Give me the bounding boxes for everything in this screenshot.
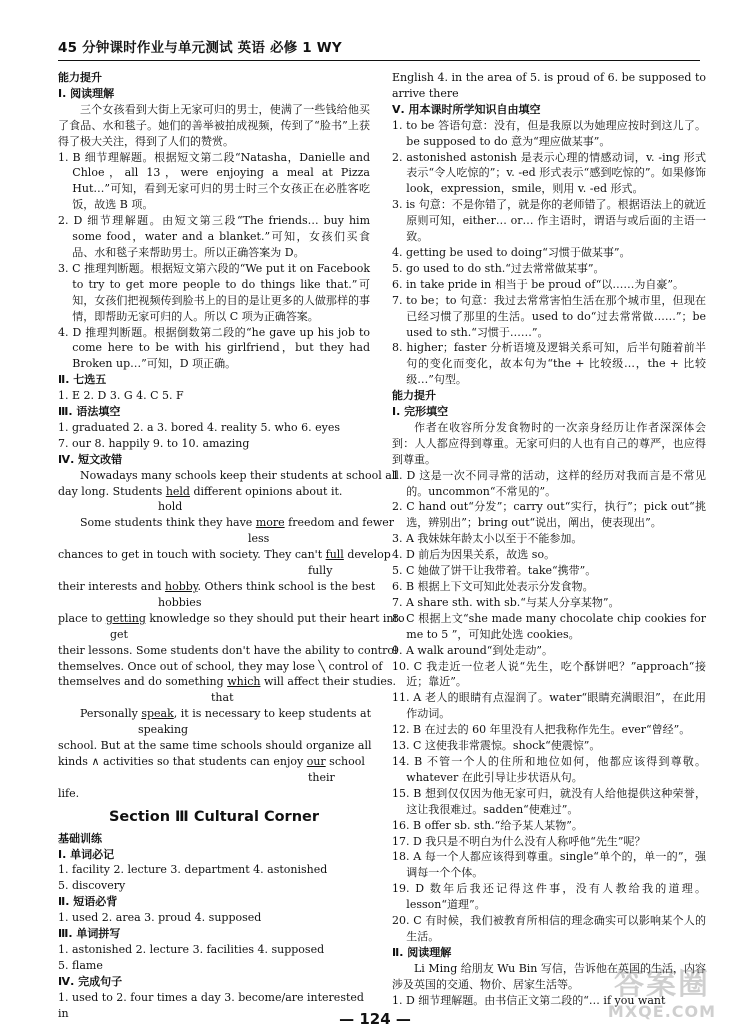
page-header: 45 分钟课时作业与单元测试 英语 必修 1 WY <box>58 40 342 56</box>
cloze-item: 4. D 前后为因果关系，故选 so。 <box>392 548 556 562</box>
essay-line: Nowadays many schools keep their students at school all <box>80 468 399 482</box>
reading-intro: 三个女孩看到大街上无家可归的男士，使满了一些钱给他买了食品、水和毯子。她们的善举被拍成视频，传到了“脸书”上获得了极大关注，得到了人们的赞赏。 <box>58 102 370 148</box>
correction-word: less <box>248 532 270 546</box>
error-word: hobby <box>164 580 198 593</box>
sentences-answers: 1. used to 2. four times a day 3. become/are interested in <box>58 990 364 1020</box>
right-column <box>392 70 706 1008</box>
section-title: Section Ⅲ Cultural Corner <box>108 808 320 825</box>
heading-reading: Ⅰ. 阅读理解 <box>58 86 115 100</box>
watermark-logo <box>592 968 732 1030</box>
essay-line: day long. Students held different opinions about it. <box>58 484 343 498</box>
heading-nengli-2: 能力提升 <box>392 389 436 403</box>
error-word: held <box>165 484 190 498</box>
heading-free-fill: Ⅴ. 用本课时所学知识自由填空 <box>392 102 541 116</box>
answer-item: 8. higher；faster 分析语境及逻辑关系可知，后半句随着前半句的变化而变化，故本句为“the + 比较级…，the + 比较级…”句型。 <box>392 341 706 387</box>
words-answers: 5. discovery <box>58 879 126 893</box>
cloze-item: 7. A share sth. with sb.“与某人分享某物”。 <box>392 595 620 609</box>
answer-item: 6. in take pride in 相当于 be proud of“以……为自豪”。 <box>392 277 684 291</box>
heading-grammar: Ⅲ. 语法填空 <box>58 405 121 419</box>
seven-five-answers: 1. E 2. D 3. G 4. C 5. F <box>58 389 184 403</box>
answer-item: 2. D 细节理解题。由短文第三段“The friends… buy him some food，water and a blanket.”可知，女孩们买食品、水和毯子来帮助男士。所以正确答案为 D。 <box>58 214 370 259</box>
answer-item: 7. to be；to 句意：我过去常常害怕生活在那个城市里，但现在已经习惯了那里的生活。used to do“过去常常做……”；be used to sth.“习惯于……”。 <box>392 293 706 339</box>
page-number: — 124 — <box>339 1010 411 1028</box>
spelling-answers: 1. astonished 2. lecture 3. facilities 4. supposed <box>58 942 325 956</box>
answer-item: 1. to be 答语句意：没有，但是我原以为她理应按时到这儿了。be supposed to do 意为“理应做某事”。 <box>392 118 706 148</box>
cloze-item: 9. A walk around“到处走动”。 <box>392 643 553 657</box>
error-word: full <box>325 548 344 562</box>
phrases-answers: 1. used 2. area 3. proud 4. supposed <box>58 911 262 925</box>
essay-line: school. But at the same time schools should organize all <box>58 739 372 753</box>
essay-line: chances to get in touch with society. They can't full develop <box>58 548 391 562</box>
watermark-url: MXQE.COM <box>607 1002 717 1021</box>
error-word: more <box>255 516 285 530</box>
sentences-continued: English 4. in the area of 5. is proud of 6. be supposed to arrive there <box>392 71 706 100</box>
heading-cloze: Ⅰ. 完形填空 <box>392 405 449 419</box>
essay-line: Personally speak, it is necessary to keep students at <box>80 707 372 721</box>
cloze-item: 5. C 她做了饼干让我带着。take“携带”。 <box>392 564 597 578</box>
spelling-answers: 5. flame <box>58 958 103 972</box>
essay-line: their interests and hobby. Others think school is the best <box>58 580 376 593</box>
heading-basic: 基础训练 <box>58 831 102 845</box>
essay-correction <box>58 468 405 802</box>
answer-item: 2. astonished astonish 是表示心理的情感动词，v. -ing 形式表示“令人吃惊的”；v. -ed 形式表示“感到吃惊的”。如果修饰 look，expression，smile，则用 v. -ed 形式。 <box>392 150 706 196</box>
essay-line: themselves and do something which will affect their studies. <box>58 675 397 689</box>
correction-word: their <box>308 770 335 784</box>
correction-word: speaking <box>138 723 189 737</box>
cloze-item: 12. B 在过去的 60 年里没有人把我称作先生。ever“曾经”。 <box>392 723 691 737</box>
essay-line: life. <box>58 786 80 800</box>
essay-line: themselves. Once out of school, they may lose ╲ control of <box>58 659 383 673</box>
heading-reading-2: Ⅱ. 阅读理解 <box>392 945 452 959</box>
cloze-item: 11. A 老人的眼睛有点湿润了。water“眼睛充满眼泪”，在此用作动词。 <box>392 691 706 721</box>
cloze-item: 8. C 根据上文“she made many chocolate chip cookies for me to 5 ”，可知此处选 cookies。 <box>392 611 706 641</box>
error-word: speak <box>141 707 174 721</box>
correction-word: hold <box>158 500 183 514</box>
heading-seven-five: Ⅱ. 七选五 <box>58 373 107 387</box>
cloze-item: 16. B offer sb. sth.“给予某人某物”。 <box>392 818 583 832</box>
cloze-item: 15. B 想到仅仅因为他无家可归，就没有人给他提供这种荣誉，这让我很难过。sadden“使难过”。 <box>392 786 706 816</box>
correction-word: fully <box>308 564 333 578</box>
heading-words: Ⅰ. 单词必记 <box>58 847 115 861</box>
cloze-intro: 作者在收容所分发食物时的一次亲身经历让作者深深体会到：人人都应得到尊重。无家可归的人也有自己的尊严，也应得到尊重。 <box>392 420 706 466</box>
answer-item: 4. D 推理判断题。根据倒数第二段的“he gave up his job to come here to be with his girlfriend，but they had Broken up…”可知，D 项正确。 <box>58 325 370 371</box>
grammar-answers: 7. our 8. happily 9. to 10. amazing <box>58 436 250 450</box>
heading-correction: Ⅳ. 短文改错 <box>58 452 123 466</box>
cloze-item: 3. A 我妹妹年龄太小以至于不能参加。 <box>392 532 583 546</box>
correction-word: get <box>110 627 128 641</box>
heading-nengli: 能力提升 <box>58 71 102 84</box>
cloze-item: 18. A 每一个人都应该得到尊重。single“单个的，单一的”，强调每一个个体。 <box>392 850 706 880</box>
correction-word: hobbies <box>158 595 202 609</box>
essay-line: Some students think they have more freedom and fewer <box>80 516 395 530</box>
cloze-item: 19. D 数年后我还记得这件事，没有人教给我的道理。lesson“道理”。 <box>392 882 706 912</box>
error-word: which <box>227 675 261 689</box>
cloze-item: 10. C 我走近一位老人说“先生，吃个酥饼吧？”approach“接近；靠近”。 <box>392 659 706 689</box>
answer-item: 4. getting be used to doing“习惯于做某事”。 <box>392 245 631 259</box>
reading-intro-2: Li Ming 给朋友 Wu Bin 写信，告诉他在英国的生活，内容涉及英国的交通、物价、居家生活等。 <box>392 961 706 991</box>
answer-item: 1. D 细节理解题。由书信正文第二段的“… if you want <box>392 993 666 1007</box>
essay-line: their lessons. Some students don't have the ability to control <box>58 643 398 657</box>
cloze-item: 13. C 这使我非常震惊。shock“使震惊”。 <box>392 739 601 753</box>
essay-line: place to getting knowledge so they should put their heart into <box>58 611 405 625</box>
cloze-item: 20. C 有时候，我们被教育所相信的理念确实可以影响某个人的生活。 <box>392 914 706 943</box>
answer-item: 5. go used to do sth.“过去常常做某事”。 <box>392 261 605 275</box>
header-rule <box>58 60 700 61</box>
error-word: getting <box>105 611 146 625</box>
essay-line: kinds ∧ activities so that students can enjoy our school <box>58 754 365 768</box>
cloze-item: 14. B 不管一个人的住所和地位如何，他都应该得到尊敬。whatever 在此引导让步状语从句。 <box>392 754 706 784</box>
words-answers: 1. facility 2. lecture 3. department 4. astonished <box>58 863 328 877</box>
heading-sentences: Ⅳ. 完成句子 <box>58 974 123 988</box>
correction-word: that <box>211 691 234 705</box>
heading-spelling: Ⅲ. 单词拼写 <box>58 927 121 941</box>
answer-item: 1. B 细节理解题。根据短文第二段“Natasha，Danielle and Chloe，all 13，were enjoying a meal at Pizza Hut…”可知，看到无家可归的男士时三个女孩正在必胜客吃饭，故选 B 项。 <box>58 150 370 212</box>
cloze-item: 1. D 这是一次不同寻常的活动，这样的经历对我而言是不常见的。uncommon“不常见的”。 <box>392 468 706 498</box>
grammar-answers: 1. graduated 2. a 3. bored 4. reality 5. who 6. eyes <box>58 420 340 434</box>
error-word: our <box>306 754 326 768</box>
watermark-text: 答案圈 <box>614 967 710 1002</box>
cloze-item: 17. D 我只是不明白为什么没有人称呼他“先生”呢？ <box>392 834 646 848</box>
answer-item: 3. is 句意：不是你错了，就是你的老师错了。根据语法上的就近原则可知，either… or… 作主语时，谓语与或后面的主语一致。 <box>392 198 706 244</box>
heading-phrases: Ⅱ. 短语必背 <box>58 895 118 909</box>
cloze-item: 6. B 根据上下文可知此处表示分发食物。 <box>392 580 594 593</box>
cloze-item: 2. C hand out“分发”；carry out“实行，执行”；pick out“挑选，辨别出”；bring out“说出，阐出，使表现出”。 <box>392 500 706 530</box>
answer-item: 3. C 推理判断题。根据短文第六段的“We put it on Facebook to try to get more people to do things like that.”可知，女孩们把视频传到脸书上的目的是让更多的人做那样的事情，即帮助无家可归的人。所以 C 项为正确答案。 <box>58 261 370 323</box>
